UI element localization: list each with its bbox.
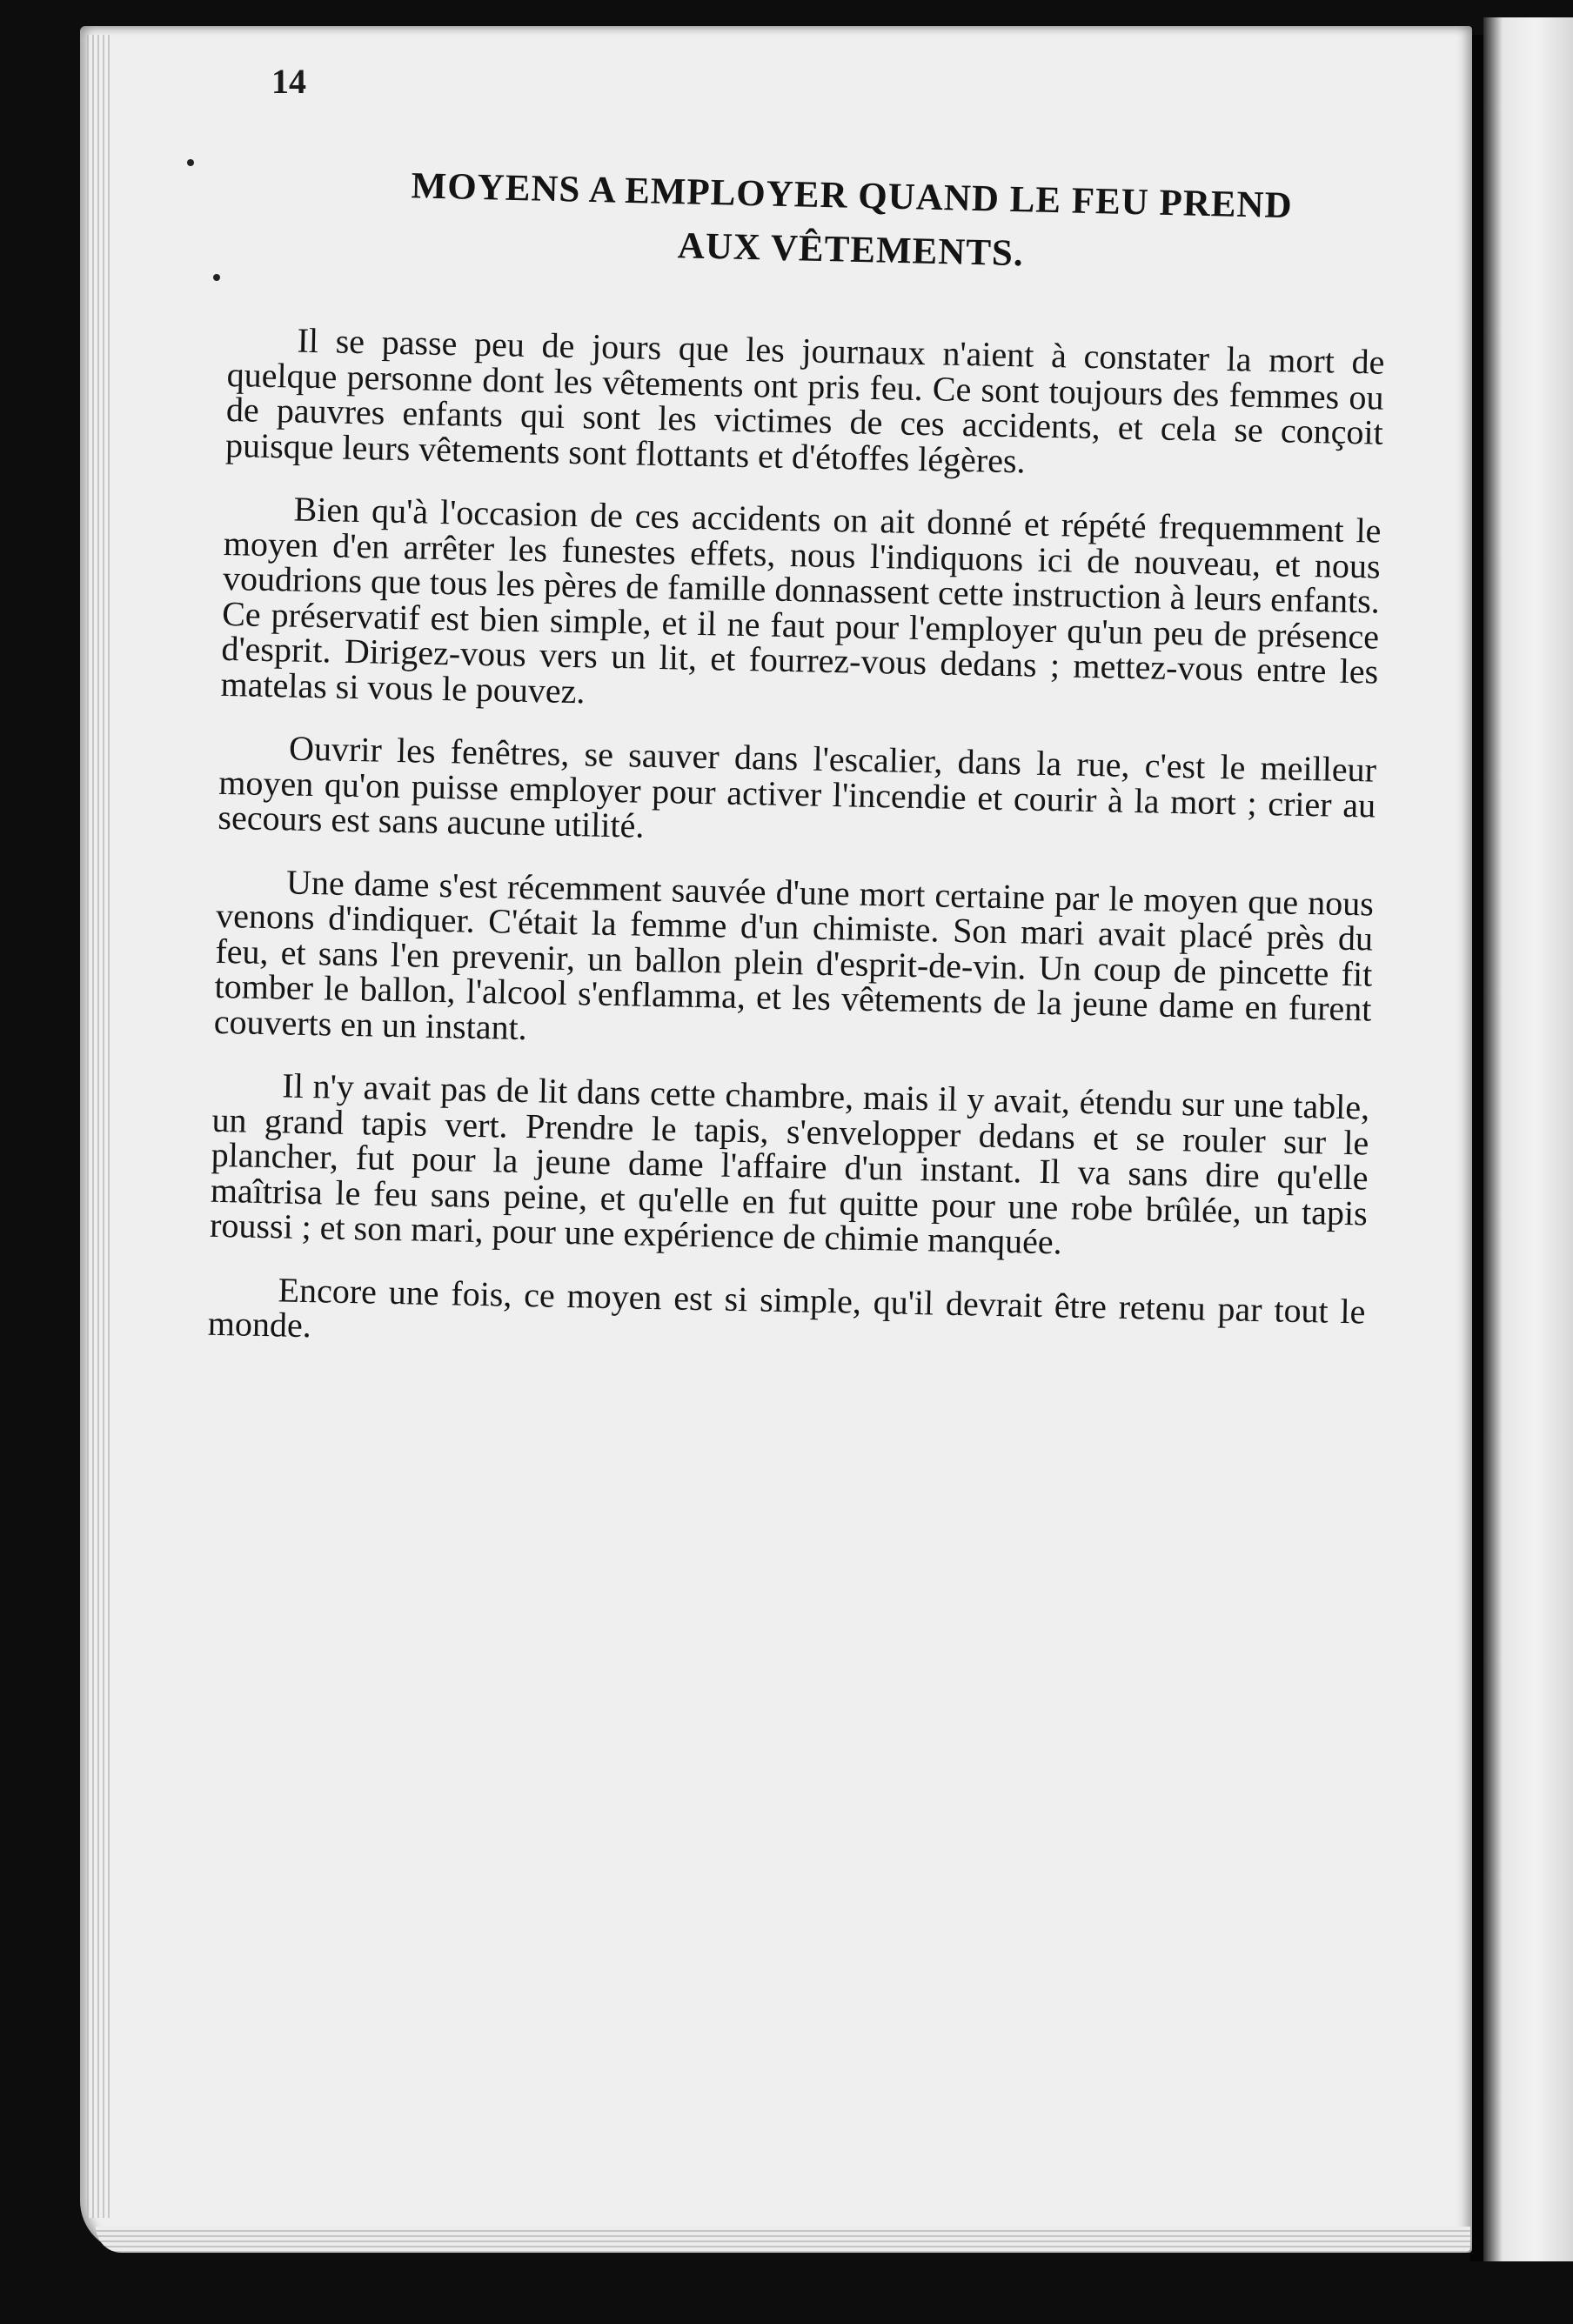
paragraph: Une dame s'est récemment sauvée d'une mort certaine par le moyen que nous venons d'indiquer. C'était la femme d'un chimiste. Son mari avait placé près du feu, et sans l'en prevenir, un ballon plein d'esprit-de-vin. Un coup de pincette fit tomber le ballon, l'alcool s'enflamma, et les vêtements de la jeune dame en furent couverts en un instant. — [213, 861, 1375, 1047]
paragraph: Bien qu'à l'occasion de ces accidents on ait donné et répété frequemment le moyen d'en arrêter les funestes effets, nous l'indiquons ici de nouveau, et nous voudrions que tous les pères de famille donnassent cette instruction à leurs enfants. Ce préservatif est bien simple, et il ne faut pour l'employer qu'un peu de présence d'esprit. Dirigez-vous vers un lit, et fourrez-vous dedans ; mettez-vous entre les matelas si vous le pouvez. — [220, 489, 1382, 711]
ink-speck — [213, 274, 220, 281]
page-stack-edge — [87, 35, 111, 2218]
facing-page-edge — [1483, 17, 1573, 2261]
ink-speck — [187, 159, 194, 166]
title-line: MOYENS A EMPLOYER QUAND LE FEU PREND — [411, 165, 1294, 227]
paragraph: Ouvrir les fenêtres, se sauver dans l'escalier, dans la rue, c'est le meilleur moyen qu'on puisse employer pour activer l'incendie et courir à la mort ; crier au secours est sans aucune utilité. — [218, 728, 1377, 845]
page-stack-bottom — [96, 2227, 1470, 2253]
paragraph: Il n'y avait pas de lit dans cette chambre, mais il y avait, étendu sur une table, un grand tapis vert. Prendre le tapis, s'envelopper dedans et se rouler sur le plancher, fut pour la jeune dame l'affaire d'un instant. Il va sans dire qu'elle maîtrisa le feu sans peine, et qu'elle en fut quitte pour une robe brûlée, un tapis roussi ; et son mari, pour une expérience de chimie manquée. — [209, 1065, 1370, 1262]
paragraph: Il se passe peu de jours que les journaux n'aient à constater la mort de quelque personne dont les vêtements ont pris feu. Ce sont toujours des femmes ou de pauvres enfants qui sont les victimes de ces accidents, et cela se conçoit puisque leurs vêtements sont flottants et d'étoffes légères. — [224, 320, 1385, 480]
page-number: 14 — [271, 62, 306, 101]
paragraph: Encore une fois, ce moyen est si simple, qu'il devrait être retenu par tout le monde. — [207, 1269, 1366, 1346]
article-body — [207, 322, 1384, 1365]
title-line: AUX VÊTEMENTS. — [677, 225, 1025, 275]
